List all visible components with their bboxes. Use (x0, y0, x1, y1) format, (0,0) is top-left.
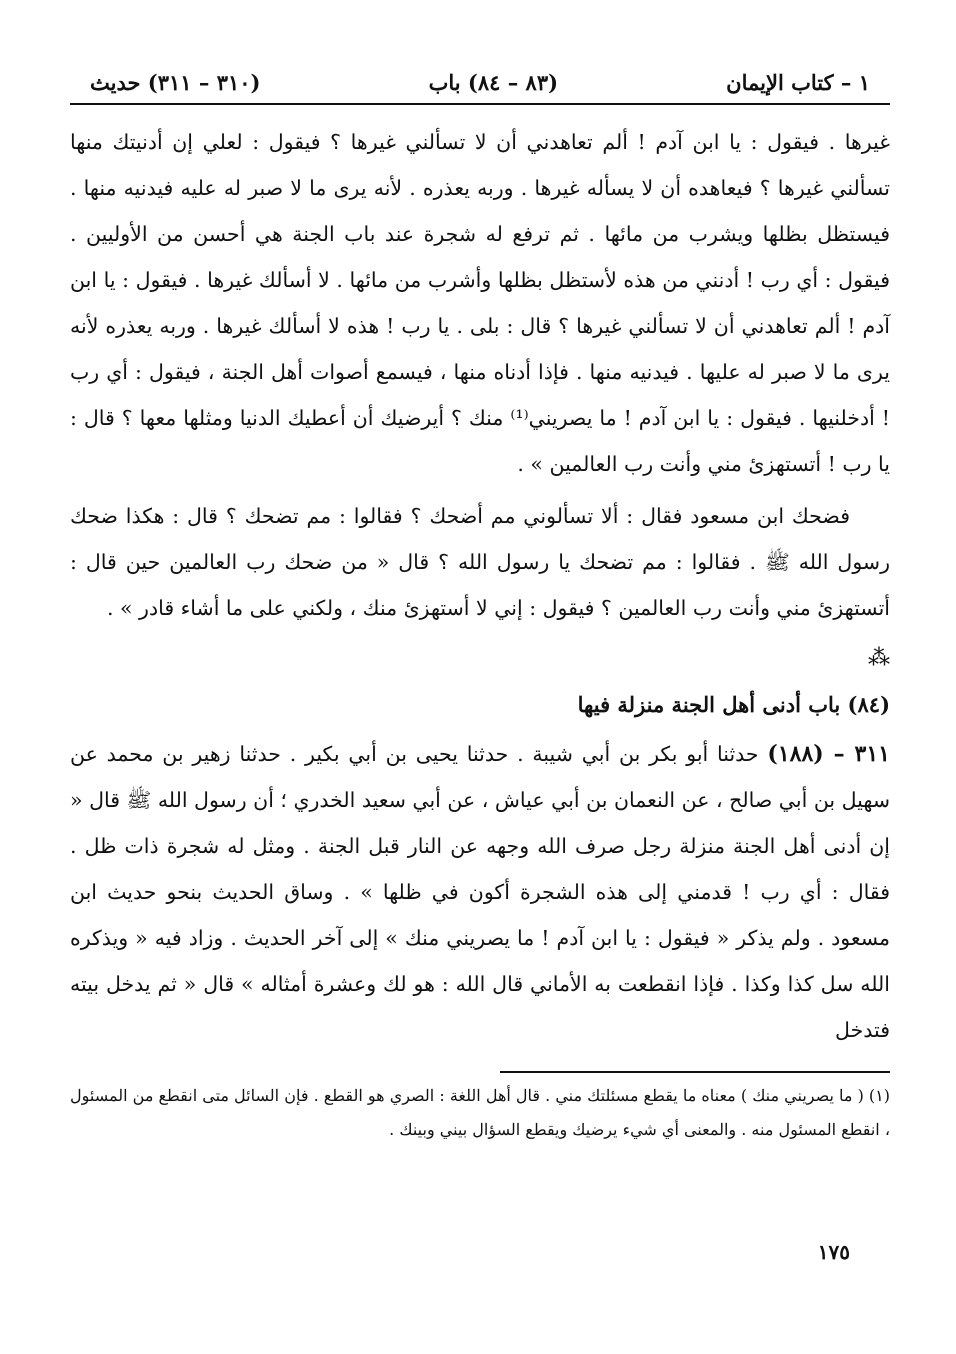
chapter-title: (٨٤) باب أدنى أهل الجنة منزلة فيها (577, 692, 890, 717)
section-separator: ⁂ (868, 646, 890, 671)
hadith-number: ٣١١ – (١٨٨) (767, 741, 890, 767)
book-page (70, 70, 890, 1310)
header-hadith-range: (٣١٠ – ٣١١) حديث (90, 70, 261, 95)
header-book-title: ١ – كتاب الإيمان (726, 70, 870, 95)
page-number: ١٧٥ (817, 1240, 850, 1264)
running-header (70, 70, 890, 105)
main-text (70, 119, 890, 1053)
header-chapter-range: (٨٣ – ٨٤) باب (428, 70, 559, 95)
footnote-divider (500, 1071, 890, 1073)
paragraph-hadith-310-continuation: غيرها . فيقول : يا ابن آدم ! ألم تعاهدني أن لا تسألني غيرها ؟ فيقول : لعلي إن أدنيتك منها تسألني غيرها ؟ فيعاهده أن لا يسأله غيرها . وربه يعذره . لأنه يرى ما لا صبر له عليه فيدنيه منها . فيستظل بظلها ويشرب من مائها . ثم ترفع له شجرة عند باب الجنة هي أحسن من الأوليين . فيقول : أي رب ! أدنني من هذه لأستظل بظلها وأشرب من مائها . لا أسألك غيرها . فيقول : يا ابن آدم ! ألم تعاهدني أن لا تسألني غيرها ؟ قال : بلى . يا رب ! هذه لا أسألك غيرها . وربه يعذره لأنه يرى ما لا صبر له عليها . فيدنيه منها . فإذا أدناه منها ، فيسمع أصوات أهل الجنة ، فيقول : أي رب ! أدخلنيها . فيقول : يا ابن آدم ! ما يصريني⁽¹⁾ منك ؟ أيرضيك أن أعطيك الدنيا ومثلها معها ؟ قال : يا رب ! أتستهزئ مني وأنت رب العالمين » . (70, 130, 890, 476)
footnote: (١) ( ما يصريني منك ) معناه ما يقطع مسئلتك مني . قال أهل اللغة : الصري هو القطع . فإن السائل متى انقطع من المسئول ، انقطع المسئول منه . والمعنى أي شيء يرضيك ويقطع السؤال بيني وبينك . (70, 1086, 891, 1139)
hadith-311 (70, 731, 890, 1053)
hadith-311-text: حدثنا أبو بكر بن أبي شيبة . حدثنا يحيى بن أبي بكير . حدثنا زهير بن محمد عن سهيل بن أبي صالح ، عن النعمان بن أبي عياش ، عن أبي سعيد الخدري ؛ أن رسول الله ﷺ قال « إن أدنى أهل الجنة منزلة رجل صرف الله وجهه عن النار قبل الجنة . ومثل له شجرة ذات ظل . فقال : أي رب ! قدمني إلى هذه الشجرة أكون في ظلها » . وساق الحديث بنحو حديث ابن مسعود . ولم يذكر « فيقول : يا ابن آدم ! ما يصريني منك » إلى آخر الحديث . وزاد فيه « ويذكره الله سل كذا وكذا . فإذا انقطعت به الأماني قال الله : هو لك وعشرة أمثاله » قال « ثم يدخل بيته فتدخل (70, 742, 890, 1042)
paragraph-ibn-masud-laughter: فضحك ابن مسعود فقال : ألا تسألوني مم أضحك ؟ فقالوا : مم تضحك ؟ قال : هكذا ضحك رسول الله ﷺ . فقالوا : مم تضحك يا رسول الله ؟ قال « من ضحك رب العالمين حين قال : أتستهزئ مني وأنت رب العالمين ؟ فيقول : إني لا أستهزئ منك ، ولكني على ما أشاء قادر » . (70, 504, 890, 620)
